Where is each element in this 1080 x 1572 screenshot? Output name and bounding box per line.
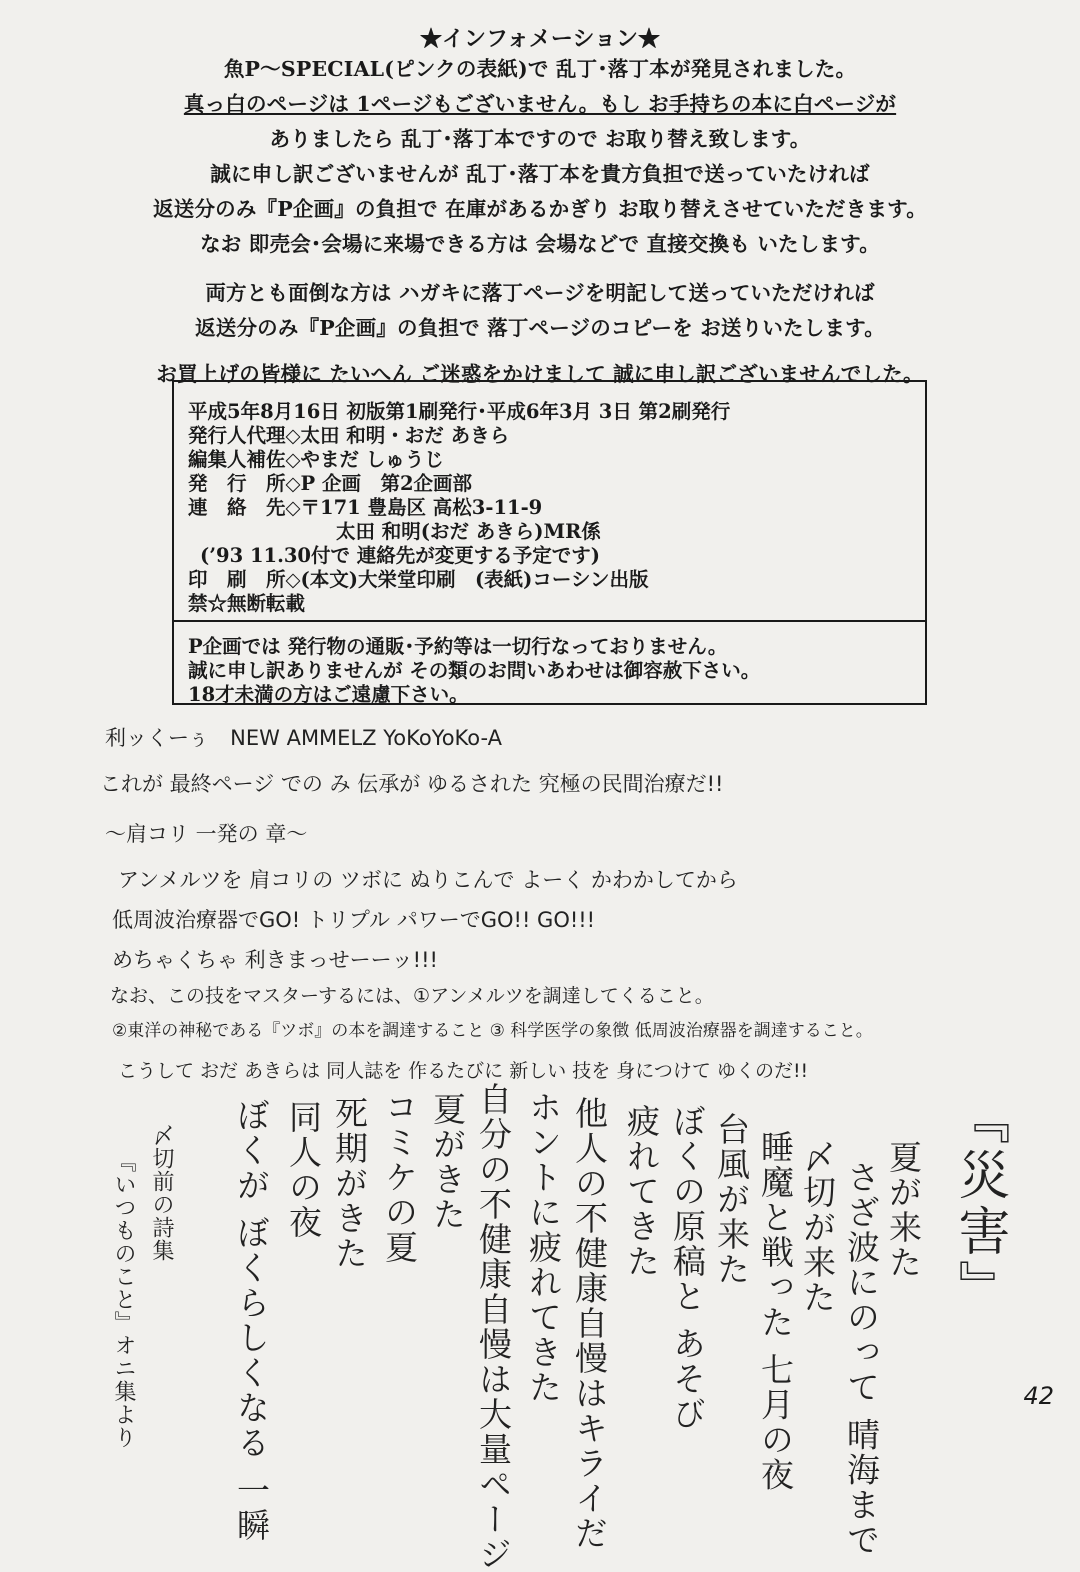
- handwritten-line: めちゃくちゃ 利きまっせーーッ!!!: [112, 948, 438, 972]
- handwritten-line: ～肩コリ 一発の 章～: [105, 822, 308, 846]
- poem-line: ぼくが ぼくらしくなる 一瞬: [232, 1098, 271, 1543]
- colophon-line: 発行人代理◇太田 和明・おだ あきら: [188, 424, 510, 447]
- info-line: 真っ白のページは 1ページもございません。もし お手持ちの本に白ページが: [183, 92, 897, 116]
- poem-line: コミケの夏: [380, 1090, 419, 1265]
- colophon-box: [172, 380, 927, 705]
- poem-line: 他人の不健康自慢はキライだ: [570, 1096, 609, 1551]
- colophon-line: 太田 和明(おだ あきら)MR係: [336, 520, 601, 543]
- info-line: 誠に申し訳ございませんが 乱丁･落丁本を貴方負担で送っていたければ: [210, 162, 870, 186]
- colophon-line: 連 絡 先◇〒171 豊島区 高松3-11-9: [188, 496, 543, 519]
- info-line: 返送分のみ『P企画』の負担で 落丁ページのコピーを お送りいたします。: [195, 316, 885, 340]
- colophon-line: (’93 11.30付で 連絡先が変更する予定です): [200, 544, 601, 567]
- colophon-line: 発 行 所◇P 企画 第2企画部: [188, 472, 473, 495]
- handwritten-line: 低周波治療器でGO! トリプル パワーでGO!! GO!!!: [112, 908, 596, 932]
- handwritten-line: アンメルツを 肩コリの ツボに ぬりこんで よーく かわかしてから: [118, 868, 738, 892]
- colophon-line: 印 刷 所◇(本文)大栄堂印刷 (表紙)コーシン出版: [188, 568, 649, 591]
- info-line: 両方とも面倒な方は ハガキに落丁ページを明記して送っていただければ: [205, 281, 875, 305]
- handwritten-line: なお、この技をマスターするには、①アンメルツを調達してくること。: [110, 985, 714, 1007]
- info-line: 魚P～SPECIAL(ピンクの表紙)で 乱丁･落丁本が発見されました。: [223, 57, 857, 81]
- info-line: 返送分のみ『P企画』の負担で 在庫があるかぎり お取り替えさせていただきます。: [153, 197, 927, 221]
- poem-line: 疲れてきた: [622, 1104, 661, 1279]
- notice-line: P企画では 発行物の通販･予約等は一切行なっておりません。: [188, 635, 728, 658]
- handwritten-line: これが 最終ページ での み 伝承が ゆるされた 究極の民間治療だ!!: [100, 772, 724, 796]
- poem-line: 同人の夜: [284, 1100, 323, 1240]
- colophon-line: 禁☆無断転載: [188, 592, 306, 615]
- colophon-details: [174, 382, 925, 622]
- poem-line: 〆切が来た: [798, 1140, 837, 1315]
- handwritten-line: ②東洋の神秘である『ツボ』の本を調達すること ③ 科学医学の象徴 低周波治療器を調達すること。: [112, 1021, 873, 1041]
- poem-line: 夏が来た: [884, 1140, 923, 1280]
- colophon-line: 平成5年8月16日 初版第1刷発行･平成6年3月 3日 第2刷発行: [188, 400, 731, 423]
- poem-note: 〆切前の詩集: [149, 1124, 174, 1262]
- poem-title: 『災害』: [949, 1092, 1009, 1316]
- poem-line: 自分の不健康自慢は大量ページ: [474, 1082, 513, 1572]
- poem-note: 『いつものこと』オニ集より: [111, 1150, 136, 1449]
- info-line: ありましたら 乱丁･落丁本ですので お取り替え致します。: [269, 127, 811, 151]
- info-line: なお 即売会･会場に来場できる方は 会場などで 直接交換も いたします。: [200, 232, 880, 256]
- handwritten-line: 利ッくーぅ NEW AMMELZ YoKoYoKo-A: [105, 726, 503, 750]
- page-number: 42: [1023, 1382, 1054, 1410]
- poem-line: 夏がきた: [428, 1092, 467, 1232]
- poem-line: ホントに疲れてきた: [524, 1090, 563, 1405]
- poem-line: ぼくの原稿と あそび: [668, 1104, 707, 1432]
- notice-line: 誠に申し訳ありませんが その類のお問いあわせは御容赦下さい。: [188, 659, 761, 682]
- notice-line: 18才未満の方はご遠慮下さい。: [188, 683, 469, 706]
- poem-line: さざ波にのって 晴海まで: [842, 1160, 881, 1558]
- colophon-line: 編集人補佐◇やまだ しゅうじ: [188, 448, 444, 471]
- poem-line: 死期がきた: [330, 1096, 369, 1271]
- info-title: ★インフォメーション★: [419, 26, 661, 52]
- handwritten-line: こうして おだ あきらは 同人誌を 作るたびに 新しい 技を 身につけて ゆくのだ!!: [118, 1060, 809, 1082]
- poem-line: 睡魔と戦った 七月の夜: [756, 1130, 795, 1493]
- info-line: お買上げの皆様に たいへん ご迷惑をかけまして 誠に申し訳ございませんでした。: [156, 362, 924, 386]
- poem-line: 台風が来た: [712, 1112, 751, 1287]
